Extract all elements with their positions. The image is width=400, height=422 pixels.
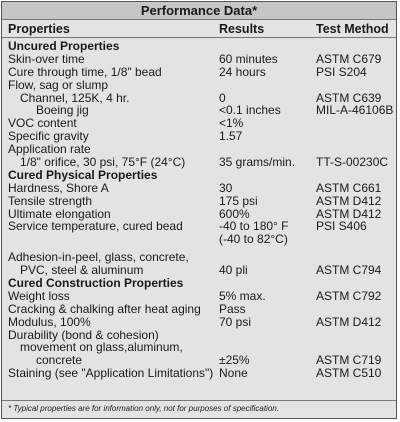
table-title [2,2,396,20]
result-value: 1.57 [219,129,243,144]
table-row [2,195,396,208]
property-label: Skin-over time [8,51,85,66]
property-label: Durability (bond & cohesion) [8,327,159,342]
section-heading-row [2,169,396,182]
test-method-value: MIL-A-46106B [316,103,394,118]
property-label: movement on glass,aluminum, [20,340,183,355]
test-method-value: ASTM C661 [316,180,382,195]
footnote-divider [2,400,396,401]
section-heading-row [2,40,396,53]
result-value: (-40 to 82°C) [219,232,288,247]
table-row [2,233,396,246]
property-label: Adhesion-in-peel, glass, concrete, [8,250,189,265]
property-label: 1/8" orifice, 30 psi, 75°F (24°C) [20,155,186,170]
result-value: ±25% [219,353,250,368]
table-row [2,182,396,195]
property-label: concrete [36,353,83,368]
table-row [2,290,396,303]
section-heading-row [2,277,396,290]
test-method-value: TT-S-00230C [316,155,389,170]
test-method-value: ASTM C510 [316,366,382,381]
result-value: None [219,366,248,381]
result-value: 175 psi [219,193,258,208]
table-row [2,156,396,169]
test-method-value: ASTM C679 [316,51,382,66]
property-label: Modulus, 100% [8,314,91,329]
result-value: 70 psi [219,314,252,329]
result-value: -40 to 180° F [219,219,289,234]
result-value: 35 grams/min. [219,155,296,170]
test-method-value: ASTM D412 [316,193,382,208]
test-method-value: ASTM D412 [316,206,382,221]
result-value: 30 [219,180,233,195]
result-value: 600% [219,206,250,221]
result-value: 60 minutes [219,51,278,66]
table-header-row [2,20,396,38]
test-method-value: ASTM C719 [316,353,382,368]
table-row [2,66,396,79]
test-method-value: ASTM D412 [316,314,382,329]
table-row [2,367,396,380]
property-label: Weight loss [8,288,70,303]
header-properties: Properties [8,21,70,36]
table-row [2,53,396,66]
result-value: 40 pli [219,263,248,278]
result-value: 5% max. [219,288,266,303]
table-title-text: Performance Data* [140,3,258,18]
table-row [2,220,396,233]
result-value: Pass [219,301,246,316]
header-test-method: Test Method [316,21,389,36]
property-label: PVC, steel & aluminum [20,263,144,278]
table-body [2,38,396,380]
property-label: Specific gravity [8,129,89,144]
property-label: VOC content [8,116,77,131]
table-row [2,303,396,316]
result-value: <1% [219,116,244,131]
test-method-value: ASTM C792 [316,288,382,303]
property-label: Application rate [8,142,91,157]
section-heading: Cured Physical Properties [8,167,158,182]
test-method-value: ASTM C794 [316,263,382,278]
property-label: Flow, sag or slump [8,77,109,92]
property-label: Service temperature, cured bead [8,219,183,234]
property-label: Hardness, Shore A [8,180,109,195]
result-value: 24 hours [219,64,266,79]
performance-data-table [1,1,397,419]
test-method-value: PSI S406 [316,219,367,234]
property-label: Tensile strength [8,193,93,208]
property-label: Boeing jig [36,103,89,118]
test-method-value: ASTM C639 [316,90,382,105]
property-label: Cure through time, 1/8" bead [8,64,162,79]
section-heading: Cured Construction Properties [8,276,184,291]
property-label: Channel, 125K, 4 hr. [20,90,130,105]
table-row [2,79,396,92]
header-results: Results [219,21,265,36]
property-label: Ultimate elongation [8,206,111,221]
test-method-value: PSI S204 [316,64,367,79]
property-label: Cracking & chalking after heat aging [8,301,201,316]
result-value: 0 [219,90,226,105]
footnote: * Typical properties are for information only, not for purposes of specification. [8,404,279,413]
section-heading: Uncured Properties [8,39,120,53]
property-label: Staining (see "Application Limitations") [8,366,214,381]
result-value: <0.1 inches [219,103,281,118]
table-row [2,316,396,329]
